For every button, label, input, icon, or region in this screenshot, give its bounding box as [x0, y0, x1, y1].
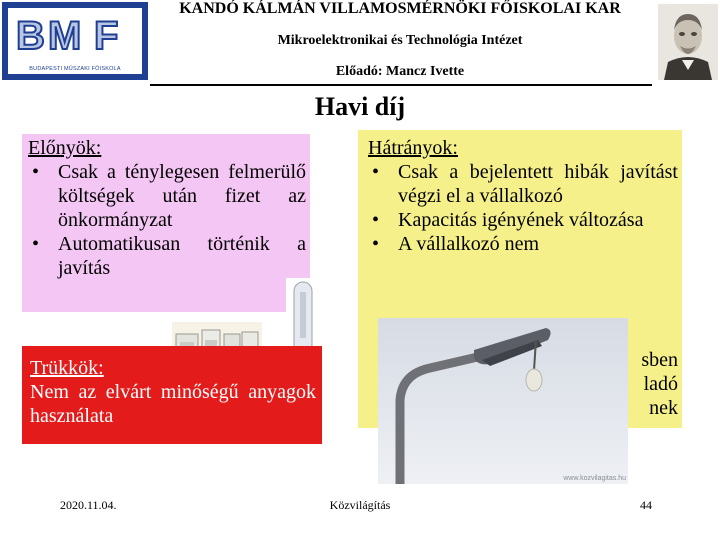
logo-letter-b: B — [16, 14, 43, 58]
tricks-heading: Trükkök: — [30, 357, 104, 379]
institute-name: Mikroelektronikai és Technológia Intézet — [277, 33, 523, 48]
portrait-photo — [658, 4, 718, 80]
list-item: • A vállalkozó nem — [368, 232, 678, 256]
cons-fragment: sben — [641, 349, 678, 371]
pros-list — [28, 160, 306, 280]
svg-text:www.kozvilagitas.hu: www.kozvilagitas.hu — [563, 475, 626, 482]
logo-caption: BUDAPESTI MŰSZAKI FŐISKOLA — [29, 66, 121, 72]
logo-letter-m: M — [48, 14, 80, 58]
pros-box — [22, 134, 310, 312]
logo-letter-f: F — [94, 14, 117, 58]
tricks-text: Nem az elvárt minőségű anyagok használata — [30, 381, 316, 427]
cons-fragment: nek — [649, 397, 678, 419]
slide-title: Havi díj — [314, 92, 406, 121]
cons-list — [368, 160, 678, 256]
cons-fragment: ladó — [643, 373, 678, 395]
bmf-logo — [2, 2, 148, 80]
pros-heading: Előnyök: — [28, 137, 102, 159]
institution-title: KANDÓ KÁLMÁN VILLAMOSMÉRNÖKI FŐISKOLAI KAR — [179, 0, 621, 17]
presenter-name: Előadó: Mancz Ivette — [335, 64, 465, 79]
tricks-box — [22, 346, 322, 444]
footer-topic: Közvilágítás — [329, 498, 391, 512]
list-item: • Automatikusan történik a javítás — [28, 232, 306, 280]
cons-hidden-fragments — [641, 348, 678, 420]
footer-date: 2020.11.04. — [60, 498, 117, 512]
cons-heading: Hátrányok: — [368, 137, 458, 159]
list-item: • Csak a ténylegesen felmerülő költségek után fizet az önkormányzat — [28, 160, 306, 232]
list-item: • Kapacitás igényének változása — [368, 208, 678, 232]
header-divider — [150, 84, 652, 86]
streetlight-photo — [378, 318, 628, 484]
list-item: • Csak a bejelentett hibák javítást végzi el a vállalkozó — [368, 160, 678, 208]
page-number: 44 — [640, 498, 652, 512]
